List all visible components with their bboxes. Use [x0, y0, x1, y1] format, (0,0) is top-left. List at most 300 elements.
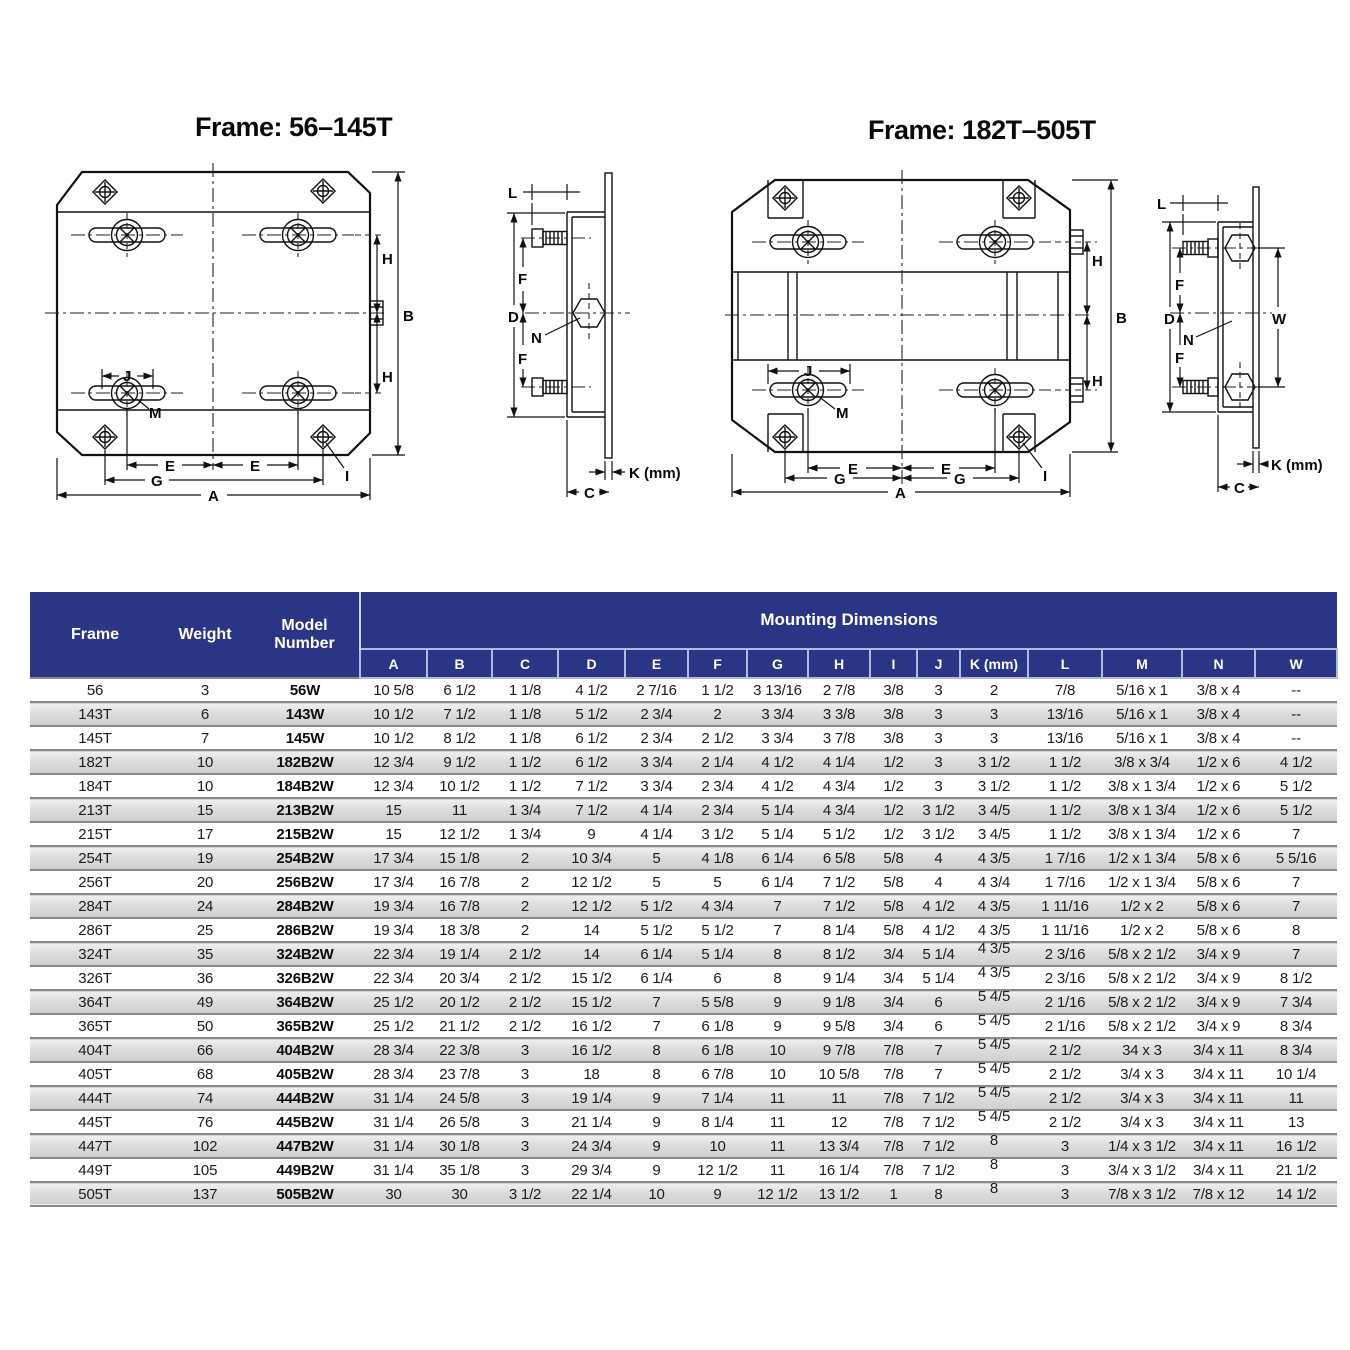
cell-text: 1/2 [883, 753, 904, 771]
cell-text: 4 1/4 [640, 801, 673, 819]
cell-text: 36 [196, 969, 214, 987]
cell-text: 5/8 x 2 1/2 [1108, 969, 1176, 987]
cell-text: 6 [934, 1017, 943, 1035]
table-cell [870, 1014, 917, 1038]
table-cell [870, 990, 917, 1014]
table-cell [360, 990, 427, 1014]
cell-text: 5 4/5 [977, 1014, 1011, 1029]
cell-text: 14 1/2 [1275, 1185, 1317, 1203]
dim-label-e-left: E [848, 461, 859, 478]
corner-hole-icon [93, 180, 117, 204]
table-cell [427, 678, 492, 702]
cell-text: 15 1/2 [571, 969, 612, 987]
dim-label-i: I [1043, 468, 1048, 485]
table-cell [1255, 1182, 1337, 1206]
cell-text: 18 3/8 [439, 921, 480, 939]
cell-text: 10 3/4 [571, 849, 612, 867]
cell-text: 3 3/4 [761, 705, 794, 723]
cell-text: 7/8 [883, 1089, 904, 1107]
table-cell [1255, 870, 1337, 894]
cell-text: 3 [200, 681, 210, 699]
cell-text: 364T [78, 993, 112, 1011]
table-cell [360, 1038, 427, 1062]
table-cell [688, 1038, 747, 1062]
table-cell [870, 678, 917, 702]
dim-label-n: N [531, 330, 542, 347]
table-cell [1028, 870, 1102, 894]
cell-text: 10 [196, 777, 214, 795]
table-cell [30, 846, 160, 870]
table-cell [160, 822, 250, 846]
cell-text: 7 1/2 [822, 873, 856, 891]
table-cell [558, 870, 625, 894]
dim-label-h-top: H [1092, 253, 1103, 270]
cell-text: 447T [78, 1137, 112, 1155]
table-cell [250, 702, 360, 726]
table-cell [1028, 822, 1102, 846]
table-cell [688, 726, 747, 750]
table-cell [808, 726, 870, 750]
cell-text: 24 [196, 897, 214, 915]
table-cell [427, 870, 492, 894]
cell-text: 1/2 x 1 3/4 [1108, 849, 1176, 867]
table-cell [492, 678, 558, 702]
cell-text: 3/8 x 1 3/4 [1108, 801, 1176, 819]
cell-text: 8 [989, 1182, 999, 1197]
cell-text: 28 3/4 [373, 1041, 414, 1059]
cell-text: 3/8 x 1 3/4 [1108, 777, 1176, 795]
cell-text: 5 1/2 [640, 897, 673, 915]
cell-text: 68 [196, 1065, 214, 1083]
table-cell [625, 1086, 688, 1110]
side-view-182t-505t [1140, 165, 1330, 515]
cell-text: 12 1/2 [571, 873, 612, 891]
cell-text: 1/2 [883, 801, 904, 819]
table-cell [558, 990, 625, 1014]
cell-text: 11 [769, 1161, 786, 1179]
cell-text: 3 [520, 1137, 530, 1155]
cell-text: 444B2W [276, 1089, 334, 1107]
table-cell [625, 846, 688, 870]
slot-bolt-icon [939, 368, 1051, 412]
cell-text: 3/4 x 3 [1120, 1089, 1164, 1107]
table-cell [917, 798, 960, 822]
table-cell [160, 750, 250, 774]
cell-text: 449T [78, 1161, 112, 1179]
cell-text: 3/8 x 4 [1196, 681, 1241, 699]
cell-text: 3/8 [883, 705, 904, 723]
cell-text: 6 [934, 993, 943, 1011]
cell-text: 4 1/2 [761, 753, 794, 771]
cell-text: 5/8 x 2 1/2 [1108, 945, 1176, 963]
cell-text: 17 3/4 [373, 873, 414, 891]
cell-text: 8 [652, 1065, 661, 1083]
cell-text: 3/4 x 9 [1196, 1017, 1241, 1035]
cell-text: 11 [451, 801, 468, 819]
table-cell [250, 990, 360, 1014]
cell-text: 2 1/2 [508, 993, 542, 1011]
table-cell [625, 822, 688, 846]
cell-text: 66 [196, 1041, 214, 1059]
cell-text: 5 4/5 [977, 990, 1011, 1005]
cell-text: 9 [652, 1137, 661, 1155]
table-cell [250, 726, 360, 750]
cell-text: 4 3/4 [977, 873, 1011, 891]
cell-text: 3/4 [883, 993, 904, 1011]
table-cell [160, 1182, 250, 1206]
cell-text: 2 7/8 [822, 681, 856, 699]
dim-label-f-top: F [1175, 277, 1185, 294]
cell-text: 7 [200, 729, 210, 747]
table-cell [1102, 1158, 1182, 1182]
cell-text: 3/4 x 3 [1120, 1065, 1164, 1083]
dim-label-h-top: H [382, 251, 393, 268]
table-cell [917, 1038, 960, 1062]
corner-hole-icon [311, 179, 335, 203]
cell-text: 16 1/4 [818, 1161, 860, 1179]
cell-text: 49 [196, 993, 214, 1011]
cell-text: 184T [78, 777, 112, 795]
cell-text: 2 1/2 [508, 945, 542, 963]
table-cell [1182, 1110, 1255, 1134]
cell-text: 3 3/4 [761, 729, 794, 747]
table-cell [747, 1014, 808, 1038]
cell-text: 4 3/5 [977, 897, 1011, 915]
table-cell [1102, 750, 1182, 774]
table-cell [427, 1086, 492, 1110]
cell-text: 34 x 3 [1122, 1041, 1162, 1059]
table-cell [427, 942, 492, 966]
cell-text: 1 1/2 [1048, 753, 1082, 771]
table-row [30, 1014, 1337, 1038]
table-cell [625, 774, 688, 798]
table-cell [558, 1086, 625, 1110]
cell-text: 3 [1060, 1185, 1070, 1203]
cell-text: 2 1/2 [701, 729, 734, 747]
table-cell [870, 870, 917, 894]
table-cell [808, 1086, 870, 1110]
cell-text: 8 1/4 [701, 1113, 734, 1131]
table-cell [960, 870, 1028, 894]
cell-text: 4 1/2 [922, 897, 955, 915]
table-cell [558, 774, 625, 798]
cell-text: 3 1/2 [977, 753, 1011, 771]
table-cell [360, 918, 427, 942]
cell-text: 7 [1292, 873, 1301, 891]
table-cell [30, 750, 160, 774]
cell-text: 3/4 x 11 [1193, 1065, 1244, 1083]
cell-text: 3 3/4 [640, 753, 673, 771]
dim-label-i: I [345, 468, 350, 485]
cell-text: 3 [934, 681, 943, 699]
cell-text: 7/8 x 3 1/2 [1108, 1185, 1176, 1203]
cell-text: 5 1/2 [1279, 801, 1313, 819]
table-cell [1028, 846, 1102, 870]
cell-text: 21 1/2 [1275, 1161, 1317, 1179]
cell-text: 2 1/4 [701, 753, 734, 771]
cell-text: 8 3/4 [1279, 1017, 1313, 1035]
cell-text: 7/8 x 12 [1192, 1185, 1245, 1203]
cell-text: 8 1/2 [443, 729, 476, 747]
table-row [30, 846, 1337, 870]
table-cell [808, 846, 870, 870]
table-cell [1102, 774, 1182, 798]
table-cell [960, 942, 1028, 966]
table-cell [360, 942, 427, 966]
table-cell [688, 798, 747, 822]
table-cell [1255, 1014, 1337, 1038]
cell-text: 7 [1292, 897, 1301, 915]
cell-text: 5 [652, 873, 661, 891]
cell-text: 7/8 [883, 1161, 904, 1179]
table-cell [917, 726, 960, 750]
cell-text: 3/8 x 4 [1196, 705, 1241, 723]
table-cell [808, 1182, 870, 1206]
cell-text: 3/4 x 3 [1120, 1113, 1164, 1131]
cell-text: 56W [289, 681, 321, 699]
cell-text: 449B2W [276, 1161, 334, 1179]
cell-text: 3 1/2 [922, 825, 955, 843]
cell-text: 137 [192, 1185, 218, 1203]
table-row [30, 942, 1337, 966]
cell-text: 31 1/4 [373, 1089, 414, 1107]
cell-text: 3 [520, 1065, 530, 1083]
table-cell [1255, 726, 1337, 750]
cell-text: 3/4 x 11 [1193, 1161, 1244, 1179]
cell-text: 2 [520, 873, 530, 891]
cell-text: 74 [196, 1089, 214, 1107]
table-cell [492, 966, 558, 990]
dim-label-a: A [208, 488, 219, 505]
cell-text: 182B2W [276, 753, 334, 771]
cell-text: 25 1/2 [373, 993, 414, 1011]
table-cell [870, 1182, 917, 1206]
cell-text: 16 1/2 [571, 1017, 612, 1035]
table-cell [870, 846, 917, 870]
cell-text: 6 1/8 [701, 1017, 734, 1035]
table-cell [250, 750, 360, 774]
table-cell [558, 1110, 625, 1134]
cell-text: 365T [78, 1017, 112, 1035]
table-row [30, 918, 1337, 942]
cell-text: 286B2W [276, 921, 334, 939]
table-cell [360, 1182, 427, 1206]
corner-hole-icon [93, 425, 117, 449]
table-cell [960, 1134, 1028, 1158]
cell-text: 2 1/2 [1048, 1041, 1082, 1059]
cell-text: 5/8 [883, 873, 904, 891]
cell-text: 3/4 x 11 [1193, 1137, 1244, 1155]
table-cell [427, 774, 492, 798]
table-cell [1102, 1014, 1182, 1038]
cell-text: 4 1/2 [1279, 753, 1313, 771]
table-cell [808, 918, 870, 942]
table-cell [747, 1038, 808, 1062]
cell-text: 505T [78, 1185, 112, 1203]
cell-text: 4 1/2 [575, 681, 608, 699]
table-cell [250, 1038, 360, 1062]
cell-text: 404B2W [276, 1041, 334, 1059]
dim-label-g-right: G [954, 471, 966, 488]
dim-label-a: A [895, 485, 906, 502]
table-cell [747, 870, 808, 894]
cell-text: 3/4 x 9 [1196, 993, 1241, 1011]
table-cell [870, 1158, 917, 1182]
table-cell [1028, 798, 1102, 822]
table-cell [747, 798, 808, 822]
col-header-dim-l: L [1028, 649, 1102, 678]
slot-bolt-icon [752, 220, 864, 264]
cell-text: 4 1/8 [701, 849, 734, 867]
table-cell [160, 1014, 250, 1038]
cell-text: 4 3/5 [977, 849, 1011, 867]
table-cell [688, 1062, 747, 1086]
cell-text: 1 1/8 [508, 681, 542, 699]
table-cell [688, 822, 747, 846]
cell-text: -- [1291, 729, 1301, 747]
mounting-plate-outline [732, 180, 1070, 452]
table-cell [1028, 1062, 1102, 1086]
cell-text: 215T [78, 825, 112, 843]
table-cell [492, 1086, 558, 1110]
dim-label-g-left: G [834, 471, 846, 488]
table-cell [960, 1110, 1028, 1134]
table-row [30, 726, 1337, 750]
cell-text: 3 [520, 1041, 530, 1059]
cell-text: 1/2 x 2 [1120, 897, 1164, 915]
table-cell [1255, 774, 1337, 798]
col-header-dim-w: W [1255, 649, 1337, 678]
cell-text: 254B2W [276, 849, 334, 867]
table-row [30, 990, 1337, 1014]
cell-text: 2 [520, 921, 530, 939]
cell-text: 1 3/4 [508, 801, 542, 819]
table-cell [808, 1110, 870, 1134]
cell-text: 6 1/4 [640, 969, 673, 987]
cell-text: 1 1/2 [1048, 801, 1082, 819]
dim-label-f-bottom: F [518, 351, 528, 368]
table-row [30, 1086, 1337, 1110]
table-cell [427, 1014, 492, 1038]
table-cell [960, 1086, 1028, 1110]
cell-text: -- [1291, 681, 1301, 699]
cell-text: 4 1/2 [761, 777, 794, 795]
table-cell [625, 894, 688, 918]
col-header-dim-i: I [870, 649, 917, 678]
table-cell [747, 966, 808, 990]
cell-text: 3 [520, 1113, 530, 1131]
cell-text: 7 1/4 [701, 1089, 734, 1107]
table-cell [625, 1158, 688, 1182]
table-cell [30, 1014, 160, 1038]
cell-text: 447B2W [276, 1137, 334, 1155]
table-cell [492, 894, 558, 918]
table-cell [427, 1038, 492, 1062]
table-cell [1102, 1182, 1182, 1206]
table-cell [160, 990, 250, 1014]
table-cell [917, 1134, 960, 1158]
dim-label-e-right: E [941, 461, 952, 478]
table-cell [747, 1158, 808, 1182]
cell-text: 3/8 [883, 729, 904, 747]
cell-text: 4 3/4 [822, 777, 856, 795]
table-cell [360, 966, 427, 990]
dim-label-h-bottom: H [1092, 373, 1103, 390]
cell-text: 1/2 x 6 [1196, 777, 1241, 795]
table-cell [870, 894, 917, 918]
table-cell [360, 1086, 427, 1110]
col-header-weight: Weight [160, 592, 250, 678]
cell-text: 4 1/2 [922, 921, 955, 939]
cell-text: 3 13/16 [753, 681, 802, 699]
table-cell [492, 1134, 558, 1158]
cell-text: 16 1/2 [1275, 1137, 1317, 1155]
cell-text: 26 5/8 [439, 1113, 480, 1131]
table-cell [360, 798, 427, 822]
cell-text: 6 5/8 [822, 849, 856, 867]
cell-text: 50 [196, 1017, 214, 1035]
table-cell [625, 1062, 688, 1086]
table-cell [160, 1062, 250, 1086]
table-cell [960, 1158, 1028, 1182]
table-cell [808, 1134, 870, 1158]
cell-text: 213T [78, 801, 112, 819]
table-cell [1102, 1134, 1182, 1158]
table-cell [360, 1014, 427, 1038]
table-cell [1028, 1134, 1102, 1158]
col-header-dim-c: C [492, 649, 558, 678]
table-cell [870, 726, 917, 750]
cell-text: 10 1/2 [439, 777, 480, 795]
table-cell [688, 942, 747, 966]
table-cell [1102, 918, 1182, 942]
slot-bolt-icon [939, 220, 1051, 264]
table-cell [160, 1158, 250, 1182]
table-cell [1255, 1158, 1337, 1182]
slot-bolt-icon [71, 213, 183, 257]
cell-text: 444T [78, 1089, 112, 1107]
cell-text: 22 3/4 [373, 945, 414, 963]
cell-text: 10 [769, 1041, 786, 1059]
cell-text: 30 1/8 [439, 1137, 480, 1155]
cell-text: 5 1/4 [761, 801, 794, 819]
table-cell [917, 1182, 960, 1206]
table-cell [1182, 1134, 1255, 1158]
table-cell [1028, 1086, 1102, 1110]
cell-text: 4 [934, 873, 943, 891]
table-cell [747, 1134, 808, 1158]
cell-text: 11 [769, 1137, 786, 1155]
cell-text: 404T [78, 1041, 112, 1059]
cell-text: 3 4/5 [977, 801, 1011, 819]
cell-text: 12 1/2 [697, 1161, 738, 1179]
table-cell [492, 1158, 558, 1182]
cell-text: 8 [934, 1185, 943, 1203]
table-cell [688, 1110, 747, 1134]
table-cell [960, 678, 1028, 702]
col-header-model-number: Model Number [250, 592, 360, 678]
cell-text: 2 1/2 [1048, 1113, 1082, 1131]
cell-text: 3 1/2 [922, 801, 955, 819]
table-cell [960, 822, 1028, 846]
table-cell [917, 870, 960, 894]
table-cell [160, 918, 250, 942]
table-cell [625, 1014, 688, 1038]
cell-text: 11 [831, 1089, 847, 1107]
table-cell [558, 966, 625, 990]
cell-text: 22 3/4 [373, 969, 414, 987]
table-cell [1255, 678, 1337, 702]
